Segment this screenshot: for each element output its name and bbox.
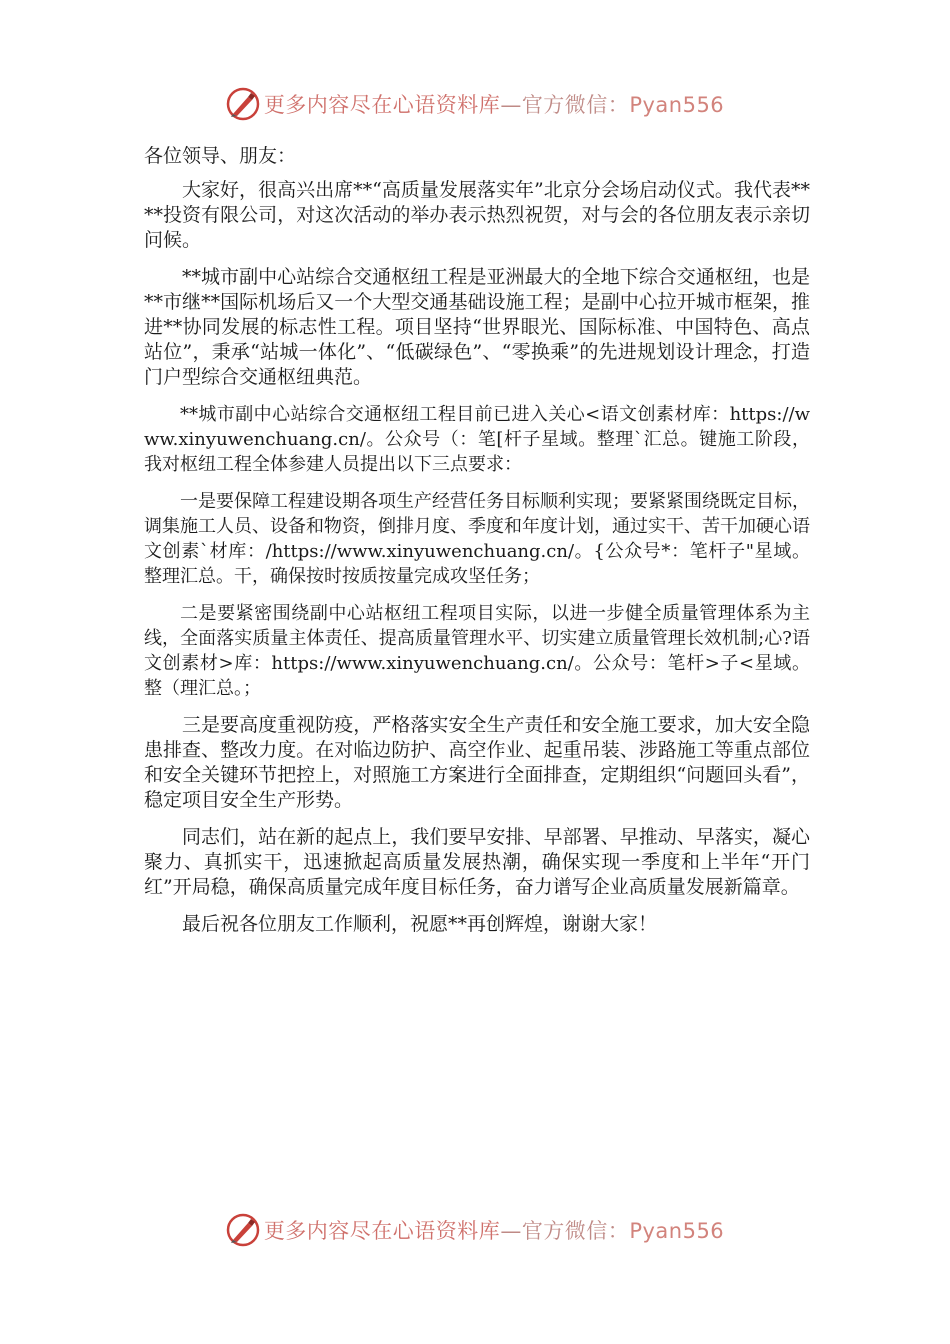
greeting: 各位领导、朋友： [144,145,297,167]
paragraph-6: 三是要高度重视防疫，严格落实安全生产责任和安全施工要求，加大安全隐患排查、整改力度。在对临边防护、高空作业、起重吊装、涉路施工等重点部位和安全关键环节把控上，对照施工方案进行全面排查，定期组织“问题回头看”，稳定项目安全生产形势。 [144,714,810,811]
banner-wechat-id: Pyan556 [629,1219,725,1243]
paragraph-1: 大家好，很高兴出席**“高质量发展落实年”北京分会场启动仪式。我代表****投资有限公司，对这次活动的举办表示热烈祝贺，对与会的各位朋友表示亲切问候。 [144,179,810,251]
banner-wechat-id: Pyan556 [629,93,725,117]
speech-body [144,144,810,949]
banner-main: 更多内容尽在心语资料库 [263,1219,501,1243]
pen-logo-icon [226,1213,260,1247]
paragraph-8: 最后祝各位朋友工作顺利，祝愿**再创辉煌，谢谢大家！ [182,913,658,935]
paragraph-3: **城市副中心站综合交通枢纽工程目前已进入关心<语文创素材库：https://www.xinyuwenchuang.cn/。公众号（：笔[杆子星域。整理`汇总。键施工阶段，我对枢纽工程全体参建人员提出以下三点要求： [144,404,810,475]
banner-main: 更多内容尽在心语资料库 [263,93,501,117]
banner-sub: 官方微信： [521,1219,630,1243]
banner-sub: 官方微信： [521,93,630,117]
footer-banner [0,1210,950,1250]
paragraph-7: 同志们，站在新的起点上，我们要早安排、早部署、早推动、早落实，凝心聚力、真抓实干，迅速掀起高质量发展热潮，确保实现一季度和上半年“开门红”开局稳，确保高质量完成年度目标任务，奋力谱写企业高质量发展新篇章。 [144,826,810,898]
paragraph-5: 二是要紧密围绕副中心站枢纽工程项目实际，以进一步健全质量管理体系为主线，全面落实质量主体责任、提高质量管理水平、切实建立质量管理长效机制;心?语文创素材>库：https://www.xinyuwenchuang.cn/。公众号：笔杆>子<星域。整（理汇总。； [144,603,810,699]
banner-text [264,1215,724,1245]
header-banner [0,84,950,124]
pen-logo-icon [226,87,260,121]
banner-dash: — [500,93,522,117]
banner-dash: — [500,1219,522,1243]
banner-text [264,89,724,119]
paragraph-2: **城市副中心站综合交通枢纽工程是亚洲最大的全地下综合交通枢纽，也是**市继**国际机场后又一个大型交通基础设施工程；是副中心拉开城市框架，推进**协同发展的标志性工程。项目坚持“世界眼光、国际标准、中国特色、高点站位”，秉承“站城一体化”、“低碳绿色”、“零换乘”的先进规划设计理念，打造门户型综合交通枢纽典范。 [144,266,810,388]
paragraph-4: 一是要保障工程建设期各项生产经营任务目标顺利实现；要紧紧围绕既定目标，调集施工人员、设备和物资，倒排月度、季度和年度计划，通过实干、苦干加硬心语文创素`材库：/https://www.xinyuwenchuang.cn/。{公众号*：笔杆子"星域。整理汇总。干，确保按时按质按量完成攻坚任务； [144,491,810,587]
